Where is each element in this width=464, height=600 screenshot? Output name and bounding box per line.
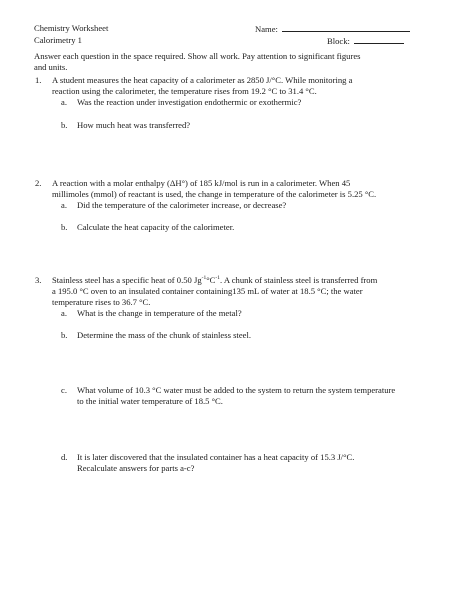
q3-number: 3. [35, 275, 42, 285]
block-row [327, 35, 404, 47]
name-row [255, 23, 410, 35]
q3-line-1 [52, 275, 377, 286]
q1-number: 1. [35, 75, 42, 85]
q3a-label: a. [61, 308, 67, 318]
block-label: Block: [327, 36, 350, 46]
q1-line-1: A student measures the heat capacity of a calorimeter as 2850 J/°C. While monitoring a [52, 75, 353, 85]
q1b-label: b. [61, 120, 68, 130]
q2-line-2: millimoles (mmol) of reactant is used, the change in temperature of the calorimeter is 5.25 °C. [52, 189, 377, 199]
q2-line-1: A reaction with a molar enthalpy (ΔH°) of 185 kJ/mol is run in a calorimeter. When 45 [52, 178, 351, 188]
q3-line-1-end: . A chunk of stainless steel is transferred from [220, 275, 378, 285]
q3b-text: Determine the mass of the chunk of stainless steel. [77, 330, 251, 340]
q3-line-1-start: Stainless steel has a specific heat of 0.50 Jg [52, 275, 202, 285]
q3-line-3: temperature rises to 36.7 °C. [52, 297, 151, 307]
name-label: Name: [255, 24, 278, 34]
q3a-text: What is the change in temperature of the metal? [77, 308, 242, 318]
worksheet-title: Chemistry Worksheet [34, 23, 109, 33]
q3-line-2: a 195.0 °C oven to an insulated container containing135 mL of water at 18.5 °C; the water [52, 286, 363, 296]
q2a-text: Did the temperature of the calorimeter increase, or decrease? [77, 200, 287, 210]
q3-unit-celsius: °C [206, 275, 216, 285]
q1a-text: Was the reaction under investigation endothermic or exothermic? [77, 97, 302, 107]
q3c-label: c. [61, 385, 67, 395]
q2b-label: b. [61, 222, 68, 232]
q2b-text: Calculate the heat capacity of the calorimeter. [77, 222, 235, 232]
instructions-line-1: Answer each question in the space required. Show all work. Pay attention to significant figures [34, 51, 361, 61]
q3d-line-1: It is later discovered that the insulated container has a heat capacity of 15.3 J/°C. [77, 452, 355, 462]
q3c-line-1: What volume of 10.3 °C water must be added to the system to return the system temperature [77, 385, 396, 395]
block-blank [354, 35, 404, 44]
q3d-label: d. [61, 452, 68, 462]
q2a-label: a. [61, 200, 67, 210]
q3-exponent-1: -1 [201, 275, 207, 282]
q3d-line-2: Recalculate answers for parts a-c? [77, 463, 195, 473]
q1a-label: a. [61, 97, 67, 107]
name-blank [282, 23, 410, 32]
q3b-label: b. [61, 330, 68, 340]
q1b-text: How much heat was transferred? [77, 120, 191, 130]
q3c-line-2: to the initial water temperature of 18.5 °C. [77, 396, 223, 406]
worksheet-subtitle: Calorimetry 1 [34, 35, 82, 45]
q1-line-2: reaction using the calorimeter, the temperature rises from 19.2 °C to 31.4 °C. [52, 86, 317, 96]
instructions-line-2: and units. [34, 62, 68, 72]
q2-number: 2. [35, 178, 42, 188]
q3-exponent-2: -1 [215, 275, 220, 282]
